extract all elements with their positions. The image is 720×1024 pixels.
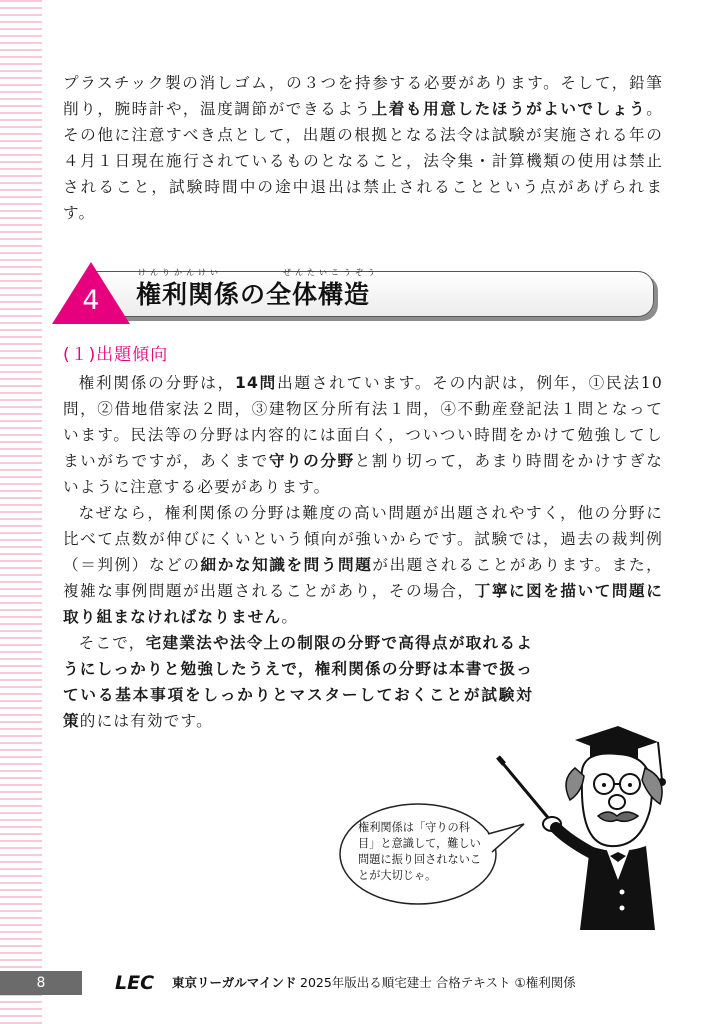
lec-logo-text: LEC bbox=[115, 972, 155, 992]
subsection-title: (１)出題傾向 bbox=[63, 345, 169, 365]
lec-logo-icon bbox=[115, 972, 171, 992]
main-paragraphs bbox=[63, 370, 663, 734]
section-number: 4 bbox=[82, 285, 100, 316]
margin-stripe bbox=[0, 0, 42, 1024]
professor-mascot-illustration bbox=[490, 720, 690, 960]
p1-text-a: 権利関係の分野は， bbox=[78, 374, 235, 392]
p1-bold-phrase: 守りの分野 bbox=[268, 452, 355, 470]
p3-text-a: そこで， bbox=[78, 634, 146, 652]
p2-bold-phrase-2: 丁寧に図を描いて問題に取り組まなければなりません bbox=[63, 582, 663, 626]
paragraph-1 bbox=[63, 370, 663, 500]
intro-text-1: プラスチック製の消しゴム，の３つを持参する必要があります。そして，鉛筆削り，腕時計や，温度調節ができるよう bbox=[63, 74, 663, 118]
paragraph-3 bbox=[63, 630, 533, 734]
paragraph-2 bbox=[63, 500, 663, 630]
section-furigana-1: けんりかんけい bbox=[138, 268, 222, 277]
p2-text-c: が出題されることがあります。また，複雑な事例問題が出題されることがあり，その場合， bbox=[63, 556, 663, 600]
p2-text-a: なぜなら，権利関係の分野は難度の高い問題が出題されやすく，他の分野に比べて点数が伸びにくいという傾向が強いからです。試験では，過去の裁判例（＝判例）などの bbox=[63, 504, 663, 574]
p1-text-c: 出題されています。その内訳は，例年，①民法10問，②借地借家法２問，③建物区分所有法１問，④不動産登記法１問となっています。民法等の分野は内容的には面白く，ついつい時間をかけて勉強してしまいがちですが，あくまで bbox=[63, 374, 663, 470]
intro-paragraph bbox=[63, 70, 663, 226]
p3-text-c: 的には有効です。 bbox=[79, 712, 213, 730]
page-footer bbox=[0, 966, 720, 1010]
section-furigana-2: ぜんたいこうぞう bbox=[283, 268, 379, 277]
footer-book-title: 2025年版出る順宅建士 合格テキスト ①権利関係 bbox=[300, 975, 576, 990]
section-title: 権利関係の全体構造 bbox=[136, 280, 371, 309]
page-number: 8 bbox=[0, 971, 82, 995]
intro-text-2: 。その他に注意すべき点として，出題の根拠となる法令は試験が実施される年の４月１日現在施行されているものとなること，法令集・計算機類の使用は禁止されること，試験時間中の途中退出は禁止されることという点があげられます。 bbox=[63, 100, 663, 222]
p2-text-e: 。 bbox=[281, 608, 299, 626]
footer-company-name: 東京リーガルマインド bbox=[172, 975, 297, 990]
section-heading bbox=[52, 262, 656, 326]
intro-bold-phrase: 上着も用意したほうがよいでしょう bbox=[371, 100, 647, 118]
speech-bubble-text: 権利関係は「守りの科目」と意識して，難しい問題に振り回されないことが大切じゃ。 bbox=[358, 821, 482, 882]
p1-bold-count: 14問 bbox=[235, 374, 278, 392]
p2-bold-phrase-1: 細かな知識を問う問題 bbox=[200, 556, 373, 574]
speech-bubble bbox=[338, 800, 498, 908]
p3-bold-phrase: 宅建業法や法令上の制限の分野で高得点が取れるようにしっかりと勉強したうえで，権利関係の分野は本書で扱っている基本事項をしっかりとマスターしておくことが試験対策 bbox=[63, 634, 533, 730]
p1-text-e: と割り切って，あまり時間をかけすぎないように注意する必要があります。 bbox=[63, 452, 663, 496]
